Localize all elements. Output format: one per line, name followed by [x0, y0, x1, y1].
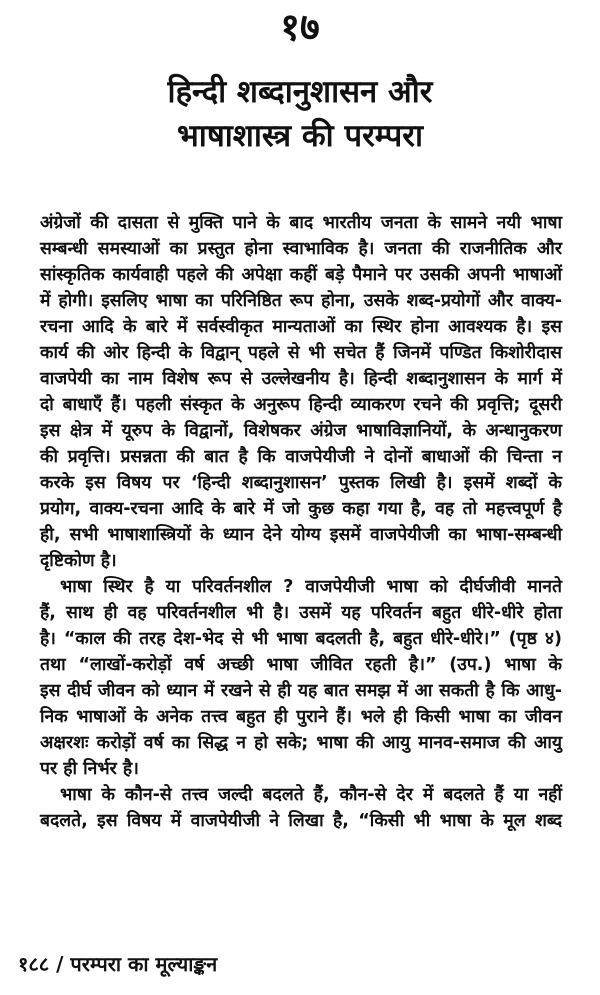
text-line: अंग्रेजों की दासता से मुक्ति पाने के बाद भारतीय जनता के सामने नयी भाषा	[40, 213, 562, 233]
text-line: रचना आदि के बारे में सर्वस्वीकृत मान्यताओं का स्थिर होना आवश्यक है। इस	[40, 317, 562, 337]
text-line: पर ही निर्भर है।	[40, 759, 139, 779]
text-line: इस क्षेत्र में यूरुप के विद्वानों, विशेषकर अंग्रेज भाषाविज्ञानियों, के अन्धानुकरण	[40, 421, 562, 441]
text-line: भाषा स्थिर है या परिवर्तनशील ? वाजपेयीजी भाषा को दीर्घजीवी मानते	[60, 577, 562, 597]
text-line: दो बाधाएँ हैं। पहली संस्कृत के अनुरूप हिन्दी व्याकरण रचने की प्रवृत्ति; दूसरी	[40, 395, 562, 415]
paragraph	[40, 782, 562, 834]
text-line: भाषा के कौन-से तत्त्व जल्दी बदलते हैं, कौन-से देर में बदलते हैं या नहीं	[60, 785, 562, 805]
text-line: सांस्कृतिक कार्यवाही पहले की अपेक्षा कहीं बड़े पैमाने पर उसकी अपनी भाषाओं	[40, 265, 562, 285]
text-line: बदलते, इस विषय में वाजपेयीजी ने लिखा है, “किसी भी भाषा के मूल शब्द	[40, 811, 562, 831]
text-line: कार्य की ओर हिन्दी के विद्वान् पहले से भी सचेत हैं जिनमें पण्डित किशोरीदास	[40, 343, 562, 363]
text-line: की प्रवृत्ति। प्रसन्नता की बात है कि वाजपेयीजी ने दोनों बाधाओं की चिन्ता न	[40, 447, 562, 467]
chapter-number: १७	[280, 5, 320, 49]
paragraph	[40, 210, 562, 574]
text-line: अक्षरशः करोड़ों वर्ष का सिद्ध न हो सके; भाषा की आयु मानव-समाज की आयु	[40, 733, 562, 753]
text-line: दृष्टिकोण है।	[40, 551, 117, 571]
text-line: है। “काल की तरह देश-भेद से भी भाषा बदलती है, बहुत धीरे-धीरे।” (पृष्ठ ४)	[40, 629, 562, 649]
text-line: निक भाषाओं के अनेक तत्त्व बहुत ही पुराने हैं। भले ही किसी भाषा का जीवन	[40, 707, 562, 727]
text-line: हैं, साथ ही वह परिवर्तनशील भी है। उसमें यह परिवर्तन बहुत धीरे-धीरे होता	[40, 603, 562, 623]
text-line: करके इस विषय पर ‘हिन्दी शब्दानुशासन’ पुस्तक लिखी है। इसमें शब्दों के	[40, 473, 562, 493]
text-line: इस दीर्घ जीवन को ध्यान में रखने से ही यह बात समझ में आ सकती है कि आधु-	[40, 681, 562, 701]
text-line: प्रयोग, वाक्य-रचना आदि के बारे में जो कुछ कहा गया है, वह तो महत्त्वपूर्ण है	[40, 499, 562, 519]
chapter-title-line: भाषाशास्त्र की परम्परा	[177, 118, 423, 154]
text-line: में होगी। इसलिए भाषा का परिनिष्ठित रूप होना, उसके शब्द-प्रयोगों और वाक्य-	[40, 291, 562, 311]
text-line: तथा “लाखों-करोड़ों वर्ष अच्छी भाषा जीवित रहती है।” (उप.) भाषा के	[40, 655, 562, 675]
chapter-title	[0, 70, 600, 158]
page-footer: १८८ / परम्परा का मूल्याङ्कन	[18, 952, 218, 976]
text-line: सम्बन्धी समस्याओं का प्रस्तुत होना स्वाभाविक है। जनता की राजनीतिक और	[40, 239, 562, 259]
chapter-title-line: हिन्दी शब्दानुशासन और	[167, 74, 433, 110]
body-text	[40, 210, 562, 834]
text-line: ही, सभी भाषाशास्त्रियों के ध्यान देने योग्य इसमें वाजपेयीजी का भाषा-सम्बन्धी	[40, 525, 562, 545]
paragraph	[40, 574, 562, 782]
text-line: वाजपेयी का नाम विशेष रूप से उल्लेखनीय है। हिन्दी शब्दानुशासन के मार्ग में	[40, 369, 562, 389]
